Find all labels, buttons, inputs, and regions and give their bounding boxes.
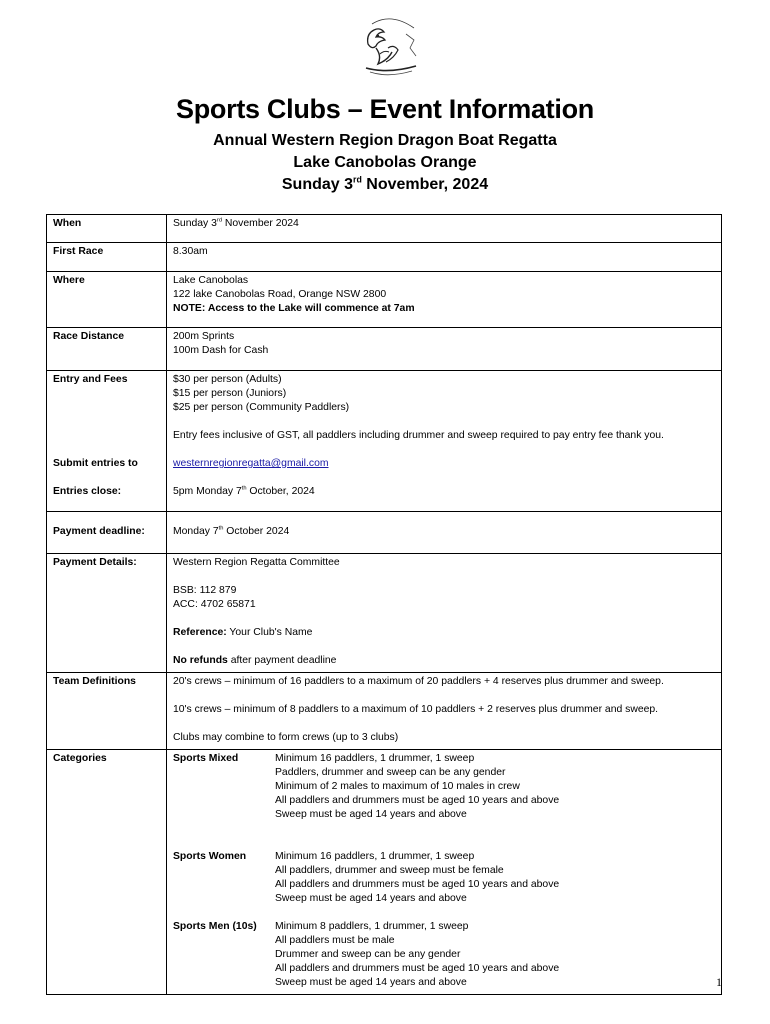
label-payment-deadline: Payment deadline: — [47, 512, 167, 554]
page-number: 1 — [716, 975, 722, 989]
page-title: Sports Clubs – Event Information — [176, 94, 594, 124]
row-race-distance — [47, 328, 722, 371]
value-when: Sunday 3rd November 2024 — [167, 215, 722, 243]
row-categories — [47, 750, 722, 995]
value-categories — [167, 750, 722, 995]
event-info-table — [46, 214, 722, 995]
value-payment-details: Western Region Regatta Committee BSB: 112 879 ACC: 4702 65871 Reference: Your Club's Name No refunds after payment deadline — [167, 554, 722, 673]
category-sports-women: Sports Women Minimum 16 paddlers, 1 drummer, 1 sweep All paddlers, drummer and sweep must be female All paddlers and drummers must be aged 10 years and above Sweep must be aged 14 years and above — [173, 851, 560, 904]
value-first-race: 8.30am — [167, 243, 722, 272]
label-categories: Categories — [47, 750, 167, 995]
label-team-definitions: Team Definitions — [47, 673, 167, 750]
value-where: Lake Canobolas 122 lake Canobolas Road, Orange NSW 2800 NOTE: Access to the Lake will commence at 7am — [167, 272, 722, 328]
label-where: Where — [47, 272, 167, 328]
row-when — [47, 215, 722, 243]
label-entries-close: Entries close: — [53, 486, 122, 497]
label-submit-entries: Submit entries to — [53, 458, 138, 469]
value-race-distance: 200m Sprints 100m Dash for Cash — [167, 328, 722, 371]
row-entry-fees — [47, 371, 722, 512]
event-name: Annual Western Region Dragon Boat Regatta — [213, 132, 557, 149]
row-first-race — [47, 243, 722, 272]
row-where — [47, 272, 722, 328]
label-race-distance: Race Distance — [47, 328, 167, 371]
dragon-boat-logo — [358, 14, 424, 80]
entries-close-date: 5pm Monday 7th October, 2024 — [173, 485, 315, 497]
value-team-definitions: 20's crews – minimum of 16 paddlers to a maximum of 20 paddlers + 4 reserves plus drummer and sweep. 10's crews – minimum of 8 paddlers to a maximum of 10 paddlers + 2 reserves plus drummer and sweep. Clubs may combine to form crews (up to 3 clubs) — [167, 673, 722, 750]
event-location: Lake Canobolas Orange — [293, 154, 477, 171]
access-note: NOTE: Access to the Lake will commence at 7am — [173, 303, 415, 314]
row-payment-deadline — [47, 512, 722, 554]
label-payment-details: Payment Details: — [47, 554, 167, 673]
event-date: Sunday 3rd November, 2024 — [281, 174, 489, 193]
category-sports-men: Sports Men (10s) Minimum 8 paddlers, 1 drummer, 1 sweep All paddlers must be male Drummer and sweep can be any gender All paddlers and drummers must be aged 10 years and above Sweep must be aged 14 years and above — [173, 921, 560, 988]
value-payment-deadline: Monday 7th October 2024 — [167, 512, 722, 554]
label-when: When — [47, 215, 167, 243]
label-entry-fees: Entry and Fees Submit entries to Entries close: — [47, 371, 167, 512]
entries-email-link[interactable]: westernregionregatta@gmail.com — [173, 458, 329, 469]
row-payment-details — [47, 554, 722, 673]
value-entry-fees: $30 per person (Adults) $15 per person (Juniors) $25 per person (Community Paddlers) Entry fees inclusive of GST, all paddlers including drummer and sweep required to pay entry fee thank you. westernregionregatta@gmail.com 5pm Monday 7th October, 2024 — [167, 371, 722, 512]
category-sports-mixed: Sports Mixed Minimum 16 paddlers, 1 drummer, 1 sweep Paddlers, drummer and sweep can be any gender Minimum of 2 males to maximum of 10 males in crew All paddlers and drummers must be aged 10 years and above Sweep must be aged 14 years and above — [173, 753, 560, 820]
label-first-race: First Race — [47, 243, 167, 272]
row-team-definitions — [47, 673, 722, 750]
